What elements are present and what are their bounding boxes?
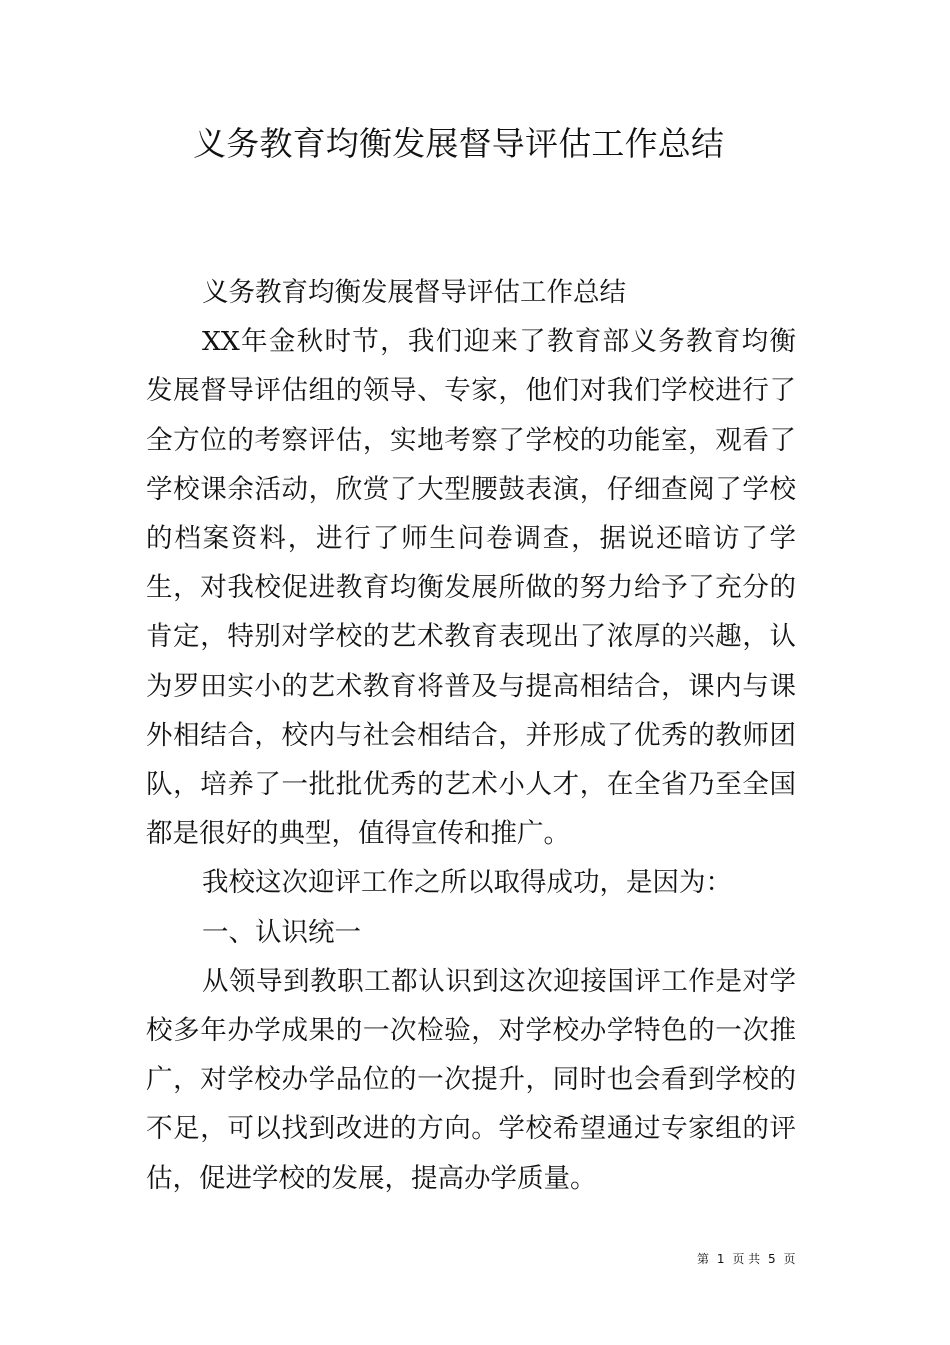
paragraph-section-1: 从领导到教职工都认识到这次迎接国评工作是对学校多年办学成果的一次检验，对学校办学特色的一次推广，对学校办学品位的一次提升，同时也会看到学校的不足，可以找到改进的方向。学校希望通过专家组的评估，促进学校的发展，提高办学质量。	[146, 965, 796, 1194]
document-title: 义务教育均衡发展督导评估工作总结	[193, 124, 725, 163]
paragraph-reasons: 我校这次迎评工作之所以取得成功，是因为：	[202, 867, 732, 899]
footer-page-number: 1	[716, 1252, 725, 1266]
paragraph-intro: XX年金秋时节，我们迎来了教育部义务教育均衡发展督导评估组的领导、专家，他们对我们学校进行了全方位的考察评估，实地考察了学校的功能室，观看了学校课余活动，欣赏了大型腰鼓表演，仔细查阅了学校的档案资料，进行了师生问卷调查，据说还暗访了学生，对我校促进教育均衡发展所做的努力给予了充分的肯定，特别对学校的艺术教育表现出了浓厚的兴趣，认为罗田实小的艺术教育将普及与提高相结合，课内与课外相结合，校内与社会相结合，并形成了优秀的教师团队，培养了一批批优秀的艺术小人才，在全省乃至全国都是很好的典型，值得宣传和推广。	[146, 326, 796, 850]
footer-total-pages: 5	[767, 1252, 776, 1266]
page-footer	[697, 1250, 799, 1268]
footer-middle: 页 共	[732, 1252, 761, 1266]
footer-suffix: 页	[783, 1252, 796, 1266]
paragraph-subtitle: 义务教育均衡发展督导评估工作总结	[202, 277, 626, 308]
document-body	[146, 268, 796, 1203]
section-heading-1: 一、认识统一	[202, 916, 361, 948]
footer-prefix: 第	[697, 1252, 710, 1266]
